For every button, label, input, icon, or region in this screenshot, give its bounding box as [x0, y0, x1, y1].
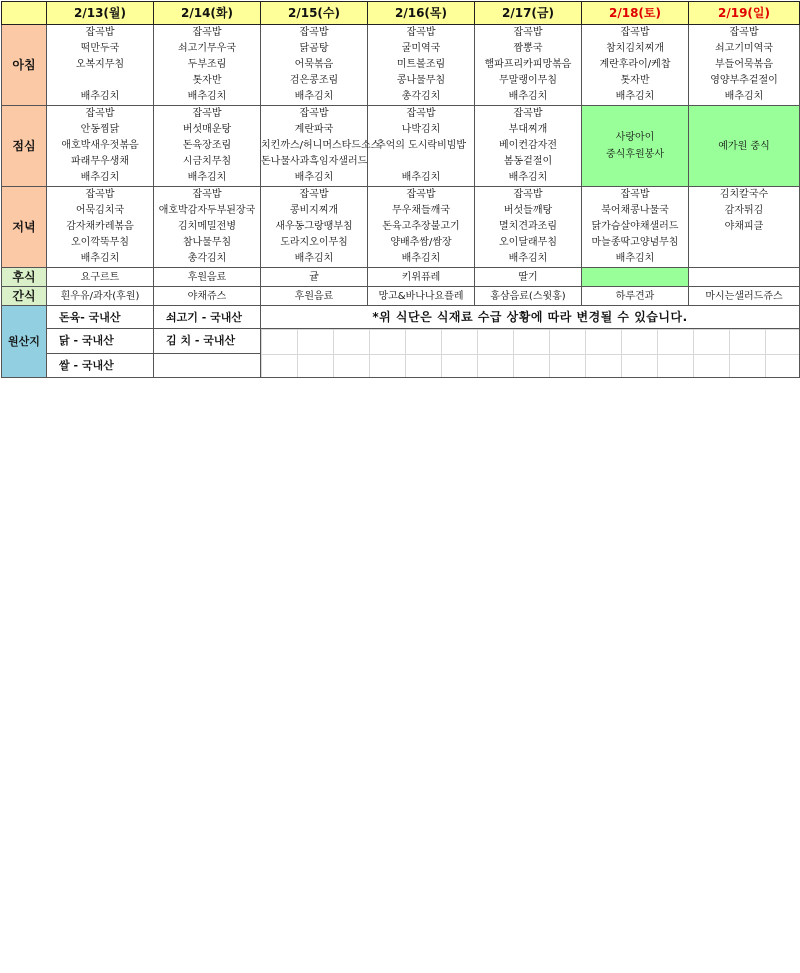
menu-item: 배추김치	[615, 91, 655, 102]
snack-cell: 홍삼음료(스윗홍)	[475, 287, 582, 306]
special-line: 사랑아이	[615, 132, 655, 143]
menu-item: 검은콩조림	[289, 75, 339, 86]
dessert-cell: 키위퓨레	[368, 268, 475, 287]
menu-item: 배추김치	[724, 91, 764, 102]
menu-item	[368, 154, 474, 170]
menu-item: 배추김치	[80, 253, 120, 264]
menu-item: 배추김치	[508, 172, 548, 183]
menu-item: 베이컨감자전	[499, 140, 557, 151]
origin-row-1	[2, 306, 800, 329]
dinner-label: 저녁	[2, 187, 47, 268]
menu-item: 봄동겉절이	[503, 156, 553, 167]
day-header-wed: 2/15(수)	[261, 2, 368, 25]
menu-item: 배추김치	[615, 253, 655, 264]
special-line: 예가원 중식	[718, 140, 770, 152]
day-header-fri: 2/17(금)	[475, 2, 582, 25]
menu-item: 오이달래무침	[499, 237, 557, 248]
menu-item: 안동찜닭	[80, 124, 120, 135]
dinner-row	[2, 187, 800, 268]
snack-cell: 마시는샐러드쥬스	[689, 287, 800, 306]
menu-item: 마늘종딱고양념무침	[591, 237, 679, 248]
menu-item: 부들어묵볶음	[715, 59, 773, 70]
menu-item: 김치메밀전병	[178, 221, 236, 232]
menu-item: 돈육고추장불고기	[382, 221, 460, 232]
snack-label: 간식	[2, 287, 47, 306]
lunch-label: 점심	[2, 106, 47, 187]
dinner-cell	[261, 187, 368, 268]
snack-cell: 망고&바나나요플레	[368, 287, 475, 306]
lunch-special-sun	[689, 106, 800, 187]
menu-item: 무우채들깨국	[392, 205, 450, 216]
menu-item: 톳자반	[620, 75, 650, 86]
menu-item: 미트볼조림	[396, 59, 446, 70]
dinner-cell	[582, 187, 689, 268]
menu-item: 참나물무침	[182, 237, 232, 248]
menu-item: 양배추쌈/쌈장	[390, 237, 452, 248]
origin-pork: 돈육- 국내산	[47, 306, 154, 329]
menu-item: 감자튀김	[724, 205, 764, 216]
menu-item: 어묵볶음	[294, 59, 334, 70]
menu-item: 치킨까스/허니머스타드소스	[261, 140, 381, 151]
lunch-cell	[475, 106, 582, 187]
menu-item: 계란파국	[294, 124, 334, 135]
menu-item: 배추김치	[187, 91, 227, 102]
dessert-cell: 귤	[261, 268, 368, 287]
menu-item: 버섯들깨탕	[503, 205, 553, 216]
menu-item: 굴미역국	[401, 43, 441, 54]
day-header-sat: 2/18(토)	[582, 2, 689, 25]
lunch-cell	[47, 106, 154, 187]
breakfast-cell	[582, 25, 689, 106]
menu-item: 잡곡밥	[406, 108, 436, 119]
menu-item: 참치김치찌개	[606, 43, 664, 54]
menu-item: 잡곡밥	[192, 189, 222, 200]
dessert-row	[2, 268, 800, 287]
menu-item: 무말랭이무침	[499, 75, 557, 86]
breakfast-cell	[689, 25, 800, 106]
menu-item: 햄파프리카피망볶음	[484, 59, 572, 70]
menu-item: 감자채카레볶음	[66, 221, 134, 232]
menu-item: 닭가슴살야채샐러드	[591, 221, 679, 232]
snack-cell: 하루견과	[582, 287, 689, 306]
menu-item	[47, 73, 153, 89]
origin-beef: 쇠고기 - 국내산	[154, 306, 261, 329]
menu-item: 잡곡밥	[85, 108, 115, 119]
menu-item: 새우동그랑땡부침	[275, 221, 353, 232]
day-header-mon: 2/13(월)	[47, 2, 154, 25]
dinner-cell	[689, 187, 800, 268]
menu-item: 추억의 도시락비빔밥	[375, 140, 467, 151]
menu-item: 잡곡밥	[513, 189, 543, 200]
menu-item: 배추김치	[187, 172, 227, 183]
day-header-row	[2, 2, 800, 25]
menu-item: 시금치무침	[182, 156, 232, 167]
snack-row	[2, 287, 800, 306]
menu-item: 야채피클	[724, 221, 764, 232]
menu-item: 멸치견과조림	[499, 221, 557, 232]
special-line: 중식후원봉사	[606, 149, 664, 160]
menu-item: 김치칼국수	[719, 189, 769, 200]
menu-item: 잡곡밥	[192, 108, 222, 119]
day-header-thu: 2/16(목)	[368, 2, 475, 25]
menu-item: 톳자반	[192, 75, 222, 86]
menu-item: 파래무우생채	[71, 156, 129, 167]
menu-item: 잡곡밥	[620, 189, 650, 200]
day-header-tue: 2/14(화)	[154, 2, 261, 25]
menu-item: 배추김치	[401, 253, 441, 264]
menu-item: 북어채콩나물국	[601, 205, 669, 216]
grid-lines	[261, 329, 799, 377]
dessert-cell	[582, 268, 689, 287]
menu-item: 잡곡밥	[299, 27, 329, 38]
menu-item: 떡만두국	[80, 43, 120, 54]
origin-chicken: 닭 - 국내산	[47, 329, 154, 354]
lunch-cell	[261, 106, 381, 187]
breakfast-label: 아침	[2, 25, 47, 106]
menu-item: 배추김치	[80, 91, 120, 102]
origin-empty	[154, 353, 261, 378]
menu-item: 배추김치	[294, 91, 334, 102]
menu-item: 오복지무침	[75, 59, 125, 70]
menu-item: 잡곡밥	[299, 108, 329, 119]
snack-cell: 흰우유/과자(후원)	[47, 287, 154, 306]
dessert-cell: 후원음료	[154, 268, 261, 287]
origin-row-2	[2, 329, 800, 354]
menu-item: 영양부추겉절이	[710, 75, 778, 86]
menu-item: 돈육장조림	[182, 140, 232, 151]
menu-item: 배추김치	[294, 253, 334, 264]
menu-item: 잡곡밥	[85, 27, 115, 38]
breakfast-cell	[154, 25, 261, 106]
weekly-menu-table	[1, 1, 800, 378]
dessert-cell: 요구르트	[47, 268, 154, 287]
header-corner	[2, 2, 47, 25]
menu-item: 계란후라이/케찹	[599, 59, 671, 70]
menu-item: 잡곡밥	[299, 189, 329, 200]
lunch-cell	[368, 106, 475, 187]
menu-item: 배추김치	[80, 172, 120, 183]
dinner-cell	[475, 187, 582, 268]
menu-item: 닭곰탕	[299, 43, 329, 54]
menu-item: 두부조림	[187, 59, 227, 70]
snack-cell: 야채쥬스	[154, 287, 261, 306]
dessert-cell	[689, 268, 800, 287]
breakfast-cell	[261, 25, 368, 106]
menu-item: 잡곡밥	[406, 189, 436, 200]
menu-item: 애호박새우젓볶음	[61, 140, 139, 151]
menu-item: 버섯매운탕	[182, 124, 232, 135]
menu-item: 잡곡밥	[85, 189, 115, 200]
empty-grid-area	[261, 329, 800, 378]
menu-item: 잡곡밥	[620, 27, 650, 38]
day-header-sun: 2/19(일)	[689, 2, 800, 25]
menu-item: 부대찌개	[508, 124, 548, 135]
origin-kimchi: 김 치 - 국내산	[154, 329, 261, 354]
menu-item: 쇠고기미역국	[715, 43, 773, 54]
menu-item: 애호박감자두부된장국	[158, 205, 256, 216]
menu-item: 배추김치	[294, 172, 334, 183]
dinner-cell	[368, 187, 475, 268]
snack-cell: 후원음료	[261, 287, 368, 306]
breakfast-row	[2, 25, 800, 106]
dessert-cell: 딸기	[475, 268, 582, 287]
menu-item: 잡곡밥	[513, 27, 543, 38]
lunch-row	[2, 106, 800, 187]
origin-rice: 쌀 - 국내산	[47, 353, 154, 378]
menu-item: 돈나물사과흑임자샐러드	[261, 156, 368, 167]
breakfast-cell	[47, 25, 154, 106]
menu-item: 배추김치	[508, 253, 548, 264]
menu-item: 총각김치	[401, 91, 441, 102]
menu-item: 잡곡밥	[192, 27, 222, 38]
menu-item: 도라지오이무침	[280, 237, 348, 248]
menu-item: 배추김치	[401, 172, 441, 183]
menu-item: 잡곡밥	[406, 27, 436, 38]
breakfast-cell	[475, 25, 582, 106]
origin-label: 원산지	[2, 306, 47, 378]
menu-item	[689, 251, 799, 267]
menu-item: 나박김치	[401, 124, 441, 135]
menu-item: 잡곡밥	[729, 27, 759, 38]
lunch-special-sat	[582, 106, 689, 187]
menu-item: 배추김치	[508, 91, 548, 102]
menu-item: 콩비지찌개	[289, 205, 339, 216]
menu-item: 잡곡밥	[513, 108, 543, 119]
dessert-label: 후식	[2, 268, 47, 287]
menu-item: 어묵김치국	[75, 205, 125, 216]
menu-item	[689, 235, 799, 251]
menu-item: 총각김치	[187, 253, 227, 264]
dinner-cell	[47, 187, 154, 268]
lunch-cell	[154, 106, 261, 187]
menu-item: 짬뽕국	[513, 43, 543, 54]
breakfast-cell	[368, 25, 475, 106]
menu-change-notice: *위 식단은 식재료 수급 상황에 따라 변경될 수 있습니다.	[261, 306, 800, 329]
dinner-cell	[154, 187, 261, 268]
menu-item: 쇠고기무우국	[178, 43, 236, 54]
menu-item: 오이깍뚝무침	[71, 237, 129, 248]
menu-item: 콩나물무침	[396, 75, 446, 86]
